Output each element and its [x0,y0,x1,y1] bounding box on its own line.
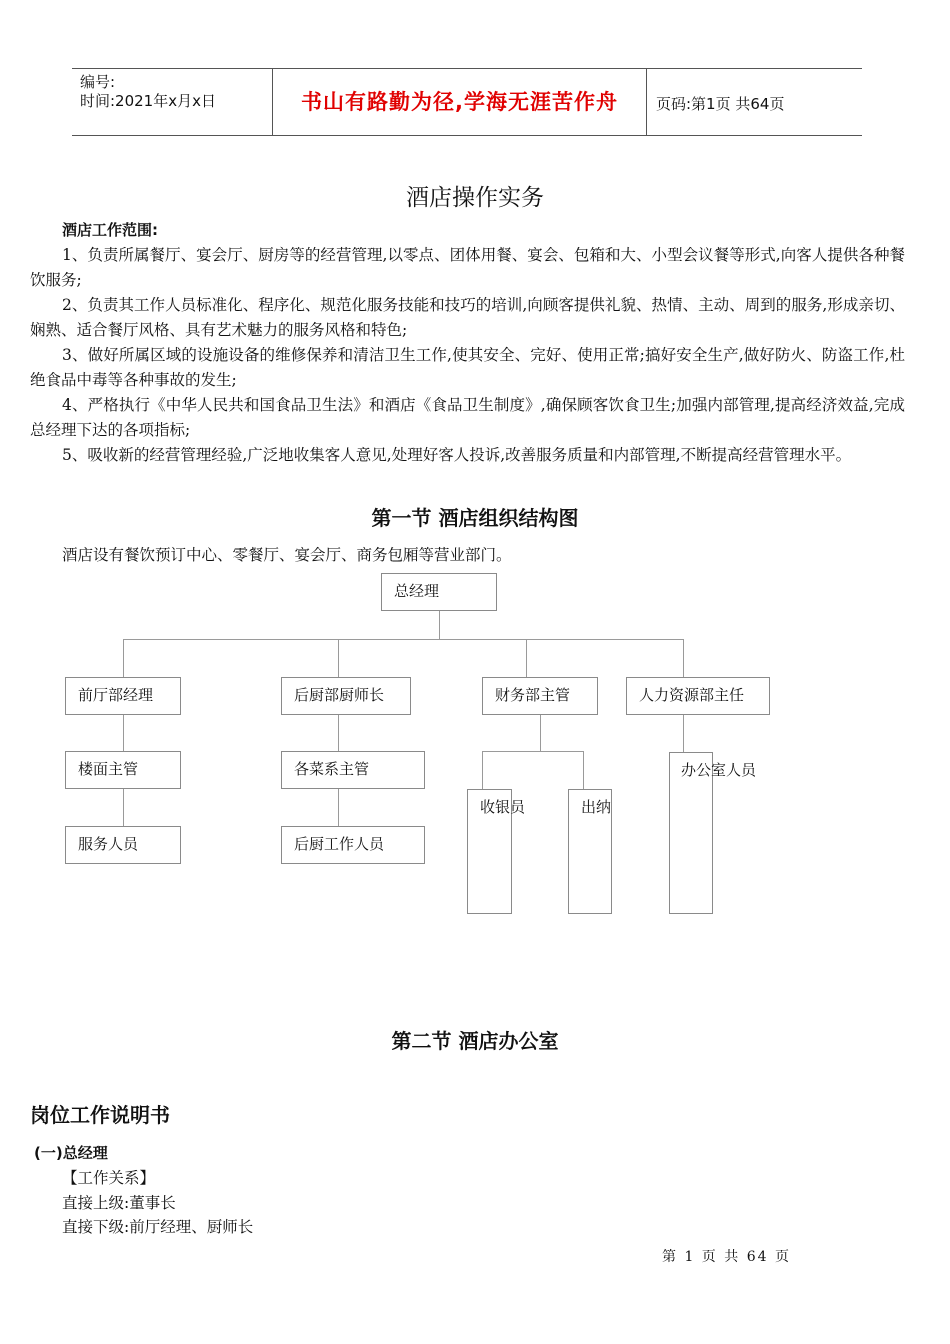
section2-title: 第二节 酒店办公室 [391,1029,559,1053]
header-time-label: 时间:2021年x月x日 [80,92,216,110]
sub1-heading: (一)总经理 [34,1144,108,1162]
org-box-kitchen-chef: 后厨部厨师长 [281,677,411,715]
org-line-gm-down [439,610,440,639]
header-motto: 书山有路勤为径,学海无涯苦作舟 [301,90,618,114]
org-line-finance-bar [482,751,583,752]
org-line-front-floor [123,714,124,751]
header-divider-right [646,68,647,136]
org-line-top-bar [123,639,684,640]
scope-item-2: 2、负责其工作人员标准化、程序化、规范化服务技能和技巧的培训,向顾客提供礼貌、热情、主动、周到的服务,形成亲切、娴熟、适合餐厅风格、具有艺术魅力的服务风格和特色; [30,296,905,339]
direct-subordinate: 直接下级:前厅经理、厨师长 [62,1218,254,1236]
header-page-label: 页码:第1页 共64页 [656,95,785,113]
scope-item-3: 3、做好所属区域的设施设备的维修保养和清洁卫生工作,使其安全、完好、使用正常;搞好安全生产,做好防火、防盗工作,杜绝食品中毒等各种事故的发生; [30,346,905,389]
org-line-finance-down [540,714,541,751]
scope-item-5: 5、吸收新的经营管理经验,广泛地收集客人意见,处理好客人投诉,改善服务质量和内部管理,不断提高经营管理水平。 [62,446,852,464]
scope-item-1: 1、负责所属餐厅、宴会厅、厨房等的经营管理,以零点、团体用餐、宴会、包箱和大、小型会议餐等形式,向客人提供各种餐饮服务; [30,246,905,289]
org-label-cashier: 收银员 [480,798,526,816]
header-code-label: 编号: [80,73,116,91]
org-line-to-cashier [482,751,483,790]
org-box-floor-supervisor: 楼面主管 [65,751,181,789]
org-label-teller: 出纳 [581,798,612,816]
section1-title: 第一节 酒店组织结构图 [371,506,579,530]
footer-page-number: 第 1 页 共 64 页 [662,1249,791,1265]
org-box-gm: 总经理 [381,573,497,611]
org-line-hr-office [683,714,684,753]
scope-item-4: 4、严格执行《中华人民共和国食品卫生法》和酒店《食品卫生制度》,确保顾客饮食卫生;加强内部管理,提高经济效益,完成总经理下达的各项指标; [30,396,905,439]
org-line-to-kitchen [338,639,339,677]
org-line-kitchen-cuisine [338,714,339,751]
direct-superior: 直接上级:董事长 [62,1194,176,1212]
org-box-service-staff: 服务人员 [65,826,181,864]
job-description-heading: 岗位工作说明书 [30,1103,170,1127]
org-line-to-teller [583,751,584,790]
section1-intro: 酒店设有餐饮预订中心、零餐厅、宴会厅、商务包厢等营业部门。 [62,546,512,564]
org-box-front-manager: 前厅部经理 [65,677,181,715]
header-top-rule [72,68,862,69]
org-line-floor-service [123,789,124,826]
scope-heading: 酒店工作范围: [62,221,158,239]
org-box-hr-director: 人力资源部主任 [626,677,770,715]
org-line-cuisine-staff [338,789,339,826]
org-box-kitchen-staff: 后厨工作人员 [281,826,425,864]
header-bottom-rule [72,135,862,136]
org-label-office-staff: 办公室人员 [681,761,757,779]
org-line-to-front [123,639,124,677]
org-line-to-finance [526,639,527,677]
work-relation-label: 【工作关系】 [62,1169,156,1187]
org-box-cuisine-supervisor: 各菜系主管 [281,751,425,789]
org-line-to-hr [683,639,684,677]
org-box-finance-supervisor: 财务部主管 [482,677,598,715]
document-title: 酒店操作实务 [406,185,544,211]
